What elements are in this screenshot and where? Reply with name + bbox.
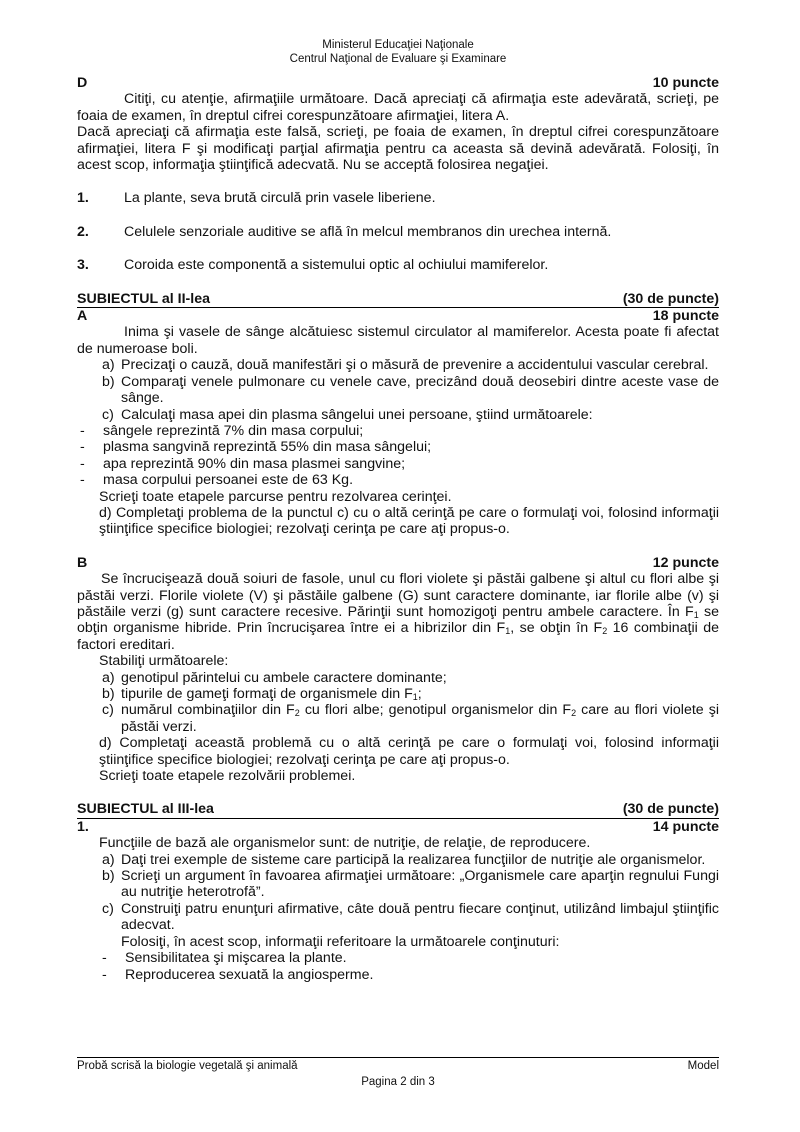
subscript: 2 <box>602 626 608 637</box>
task-b <box>77 686 719 702</box>
task-marker: a) <box>102 851 115 868</box>
list-item <box>77 423 719 439</box>
section-d-letter: D <box>77 75 88 91</box>
list-item <box>77 950 719 966</box>
subject-3-q1-intro: Funcţiile de bază ale organismelor sunt: de nutriţie, de relaţie, de reproducere. <box>99 835 591 852</box>
subject-3-title: SUBIECTUL al III-lea <box>77 801 214 818</box>
task-a <box>77 357 719 373</box>
problem-text: , se obţin în F <box>510 620 603 637</box>
statement-text: Coroida este componentă a sistemului optic al ochiului mamiferelor. <box>124 257 549 274</box>
task-b <box>77 868 719 901</box>
subject-2-a-points: 18 puncte <box>652 308 719 325</box>
task-text: Precizaţi o cauză, două manifestări şi o măsură de prevenire a accidentului vascular cerebral. <box>121 357 709 374</box>
dash-marker: - <box>80 455 85 472</box>
subject-2-points: (30 de puncte) <box>622 290 719 307</box>
section-d-heading <box>77 75 719 91</box>
statement-text: La plante, seva brută circulă prin vasele liberiene. <box>124 190 436 207</box>
subject-2-heading <box>77 291 719 308</box>
task-a <box>77 670 719 686</box>
subscript: 2 <box>571 708 577 719</box>
task-c <box>77 901 719 934</box>
list-item-text: Sensibilitatea şi mişcarea la plante. <box>125 950 347 967</box>
task-text: Comparaţi venele pulmonare cu venele cave, precizând două deosebiri dintre aceste vase de sânge. <box>121 373 719 407</box>
subject-2-title: SUBIECTUL al II-lea <box>77 290 210 307</box>
task-text: Construiţi patru enunţuri afirmative, câte două pentru fiecare conţinut, utilizând limbajul ştiinţific adecvat. <box>121 900 719 934</box>
dash-marker: - <box>80 439 85 456</box>
subject-2-a-letter: A <box>77 308 88 325</box>
problem-text: 16 combinaţii de factori ereditari. <box>77 620 719 653</box>
footer-page-number: Pagina 2 din 3 <box>361 1076 435 1088</box>
task-d: d) Completaţi problema de la punctul c) cu o altă cerinţă pe care o formulaţi voi, folosind informaţii ştiinţifice specifice biologiei; rezolvaţi cerinţa pe care aţi propus-o. <box>99 504 719 538</box>
subject-2-b-problem <box>77 571 719 653</box>
footer-exam-name: Probă scrisă la biologie vegetală şi animală <box>77 1060 298 1072</box>
problem-text: Se încrucişează două soiuri de fasole, unul cu flori violete şi păstăi galbene şi altul cu flori albe şi păstăi verzi. Florile violete (V) şi păstăile galbene (G) sunt caractere dominante, iar florile albe (v) şi păstăile verzi (g) sunt caractere recesive. Părinţii sunt homozigoţi pentru ambele caractere. În <box>77 571 719 620</box>
subject-2-b-heading <box>77 555 719 571</box>
section-d-intro2: Dacă apreciaţi că afirmaţia este falsă, scrieţi, pe foaia de examen, în dreptul cifrei corespunzătoare afirmaţiei, litera F şi modificaţi parţial afirmaţia pentru ca aceasta să devină adevărată. Folosiţi, în acest scop, informaţia ştiinţifică adecvată. Nu se acceptă folosirea negaţiei. <box>77 124 719 174</box>
task-d: d) Completaţi această problemă cu o altă cerinţă pe care o formulaţi voi, folosind informaţii ştiinţifice specifice biologiei; rezolvaţi cerinţa pe care aţi propus-o. <box>99 735 719 768</box>
list-item <box>77 967 719 983</box>
subject-2-b-note: Scrieţi toate etapele rezolvării problemei. <box>99 768 356 785</box>
problem-text: F <box>685 603 694 620</box>
task-marker: a) <box>102 357 115 374</box>
subject-2-b-letter: B <box>77 554 88 571</box>
subject-2-b-points: 12 puncte <box>652 554 719 571</box>
list-item <box>77 439 719 455</box>
subject-3-q1-heading <box>77 819 719 835</box>
footer-model: Model <box>687 1060 719 1072</box>
task-text-part: cu flori albe; genotipul organismelor din F <box>299 702 572 719</box>
task-c <box>77 702 719 735</box>
task-c-note: Scrieţi toate etapele parcurse pentru rezolvarea cerinţei. <box>99 488 452 505</box>
list-item-text: apa reprezintă 90% din masa plasmei sangvine; <box>103 455 406 472</box>
task-marker: a) <box>102 669 115 686</box>
list-item-text: plasma sangvină reprezintă 55% din masa sângelui; <box>103 439 432 456</box>
section-d-points: 10 puncte <box>652 75 719 91</box>
subject-3-q1-number: 1. <box>77 818 89 835</box>
list-item-text: sângele reprezintă 7% din masa corpului; <box>103 422 364 439</box>
task-a <box>77 852 719 868</box>
list-item-text: masa corpului persoanei este de 63 Kg. <box>103 472 354 489</box>
dash-marker: - <box>80 422 85 439</box>
task-text: genotipul părintelui cu ambele caractere dominante; <box>121 669 447 686</box>
task-text-part: tipurile de gameţi formaţi de organismele din F <box>121 686 413 702</box>
task-text <box>121 686 719 702</box>
task-marker: b) <box>102 373 115 390</box>
statement-number: 2. <box>77 223 89 240</box>
header-ministry: Ministerul Educaţiei Naţionale <box>322 39 474 51</box>
task-text-part: ; <box>417 686 422 702</box>
dash-marker: - <box>102 966 107 983</box>
subscript: 1 <box>505 626 511 637</box>
list-item <box>77 456 719 472</box>
exam-page <box>77 0 719 983</box>
task-marker: c) <box>102 406 114 423</box>
task-text: Calculaţi masa apei din plasma sângelui unei persoane, ştiind următoarele: <box>121 406 593 423</box>
task-marker: b) <box>102 868 115 885</box>
subject-2-b-prompt: Stabiliţi următoarele: <box>99 653 229 670</box>
task-text-part: care au flori violete şi păstăi verzi. <box>121 702 719 735</box>
subject-2-a-intro: Inima şi vasele de sânge alcătuiesc sistemul circulator al mamiferelor. Acesta poate fi afectat de numeroase boli. <box>77 324 719 357</box>
problem-text: se obţin organisme hibride. Prin încrucişarea între ei a hibrizilor din F <box>77 603 719 637</box>
list-item <box>77 472 719 488</box>
subscript: 1 <box>693 609 699 620</box>
task-b <box>77 374 719 407</box>
task-marker: c) <box>102 900 114 917</box>
subscript: 1 <box>412 692 418 702</box>
subject-3-q1-points: 14 puncte <box>652 818 719 835</box>
task-text <box>121 702 719 735</box>
statement-2 <box>77 224 719 240</box>
list-item-text: Reproducerea sexuată la angiosperme. <box>125 966 374 983</box>
dash-marker: - <box>80 472 85 489</box>
task-marker: c) <box>102 702 114 719</box>
page-footer <box>77 1057 719 1089</box>
statement-3 <box>77 257 719 273</box>
task-marker: b) <box>102 686 115 702</box>
task-text: Daţi trei exemple de sisteme care participă la realizarea funcţiilor de nutriţie ale organismelor. <box>121 851 706 868</box>
task-c <box>77 407 719 423</box>
subject-2-a-heading <box>77 308 719 324</box>
section-d-intro1: Citiţi, cu atenţie, afirmaţiile următoare. Dacă apreciaţi că afirmaţia este adevărată, scrieţi, pe foaia de examen, în dreptul cifrei corespunzătoare afirmaţiei, litera A. <box>77 91 719 124</box>
subject-3-heading <box>77 801 719 818</box>
dash-marker: - <box>102 950 107 967</box>
subject-3-points: (30 de puncte) <box>622 801 719 818</box>
statement-number: 1. <box>77 190 89 207</box>
task-text: Scrieţi un argument în favoarea afirmaţiei următoare: „Organismele care aparţin regnului Fungi au nutriţie heterotrofă”. <box>121 868 719 901</box>
statement-number: 3. <box>77 257 89 274</box>
task-text-part: numărul combinaţiilor din F <box>121 702 295 719</box>
statement-1 <box>77 190 719 206</box>
task-c-note: Folosiţi, în acest scop, informaţii referitoare la următoarele conţinuturi: <box>121 933 560 950</box>
statement-text: Celulele senzoriale auditive se află în melcul membranos din urechea internă. <box>124 223 612 240</box>
header-center: Centrul Naţional de Evaluare şi Examinare <box>289 53 507 65</box>
page-header <box>77 0 719 66</box>
subscript: 2 <box>294 708 300 719</box>
